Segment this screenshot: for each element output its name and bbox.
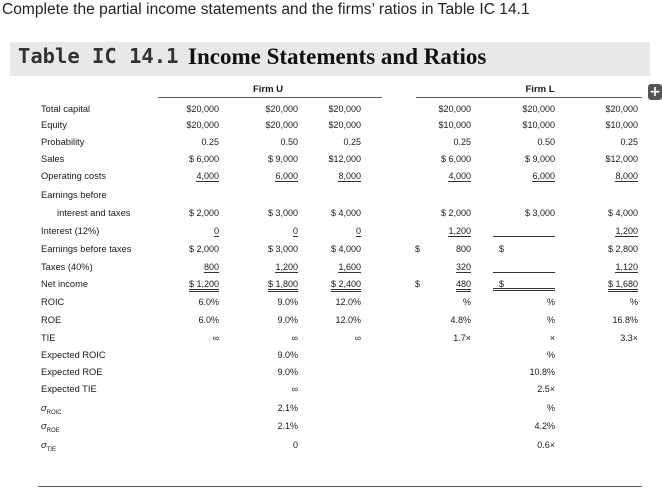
cell-value: 8,000 <box>615 171 638 181</box>
cell-value: $20,000 <box>265 120 298 130</box>
currency-sign: $ <box>415 279 421 289</box>
table-cell <box>485 279 555 293</box>
cell-value: $ 2,000 <box>188 208 219 218</box>
blank-answer-line[interactable] <box>493 272 555 273</box>
cell-value: $ 6,000 <box>440 154 471 164</box>
cell-value: % <box>546 403 555 413</box>
cell-value: 0.25 <box>453 137 471 147</box>
table-cell <box>568 297 638 311</box>
cell-value: % <box>629 297 638 307</box>
cell-value: $10,000 <box>438 120 471 130</box>
row-label: Taxes (40%) <box>41 262 93 272</box>
cell-value: 0 <box>213 226 219 236</box>
table-cell <box>228 384 298 398</box>
blank-answer-line[interactable] <box>493 288 555 291</box>
cell-value: 0.25 <box>201 137 219 147</box>
table-cell <box>485 226 555 240</box>
cell-value: $ 2,400 <box>331 279 361 292</box>
table-cell <box>149 208 219 222</box>
table-cell <box>401 297 471 311</box>
table-cell <box>228 137 298 151</box>
cell-value: 0 <box>292 440 298 450</box>
table-cell <box>228 262 298 276</box>
cell-value: 1.7× <box>453 333 471 343</box>
table-cell <box>291 120 361 134</box>
instruction-text: Complete the partial income statements and the firms’ ratios in Table IC 14.1 <box>2 1 530 18</box>
table-cell <box>401 333 471 347</box>
table-cell <box>228 440 298 454</box>
table-cell <box>401 262 471 276</box>
cell-value: $20,000 <box>265 104 298 114</box>
row-label: Expected TIE <box>41 384 97 394</box>
table-cell <box>228 297 298 311</box>
table-cell <box>568 208 638 222</box>
table-cell <box>485 403 555 417</box>
row-label: interest and taxes <box>57 208 131 218</box>
table-cell <box>401 120 471 134</box>
plus-icon[interactable]: + <box>649 84 661 100</box>
table-cell <box>401 279 471 293</box>
cell-value: $20,000 <box>522 104 555 114</box>
table-cell <box>401 137 471 151</box>
table-cell <box>228 350 298 364</box>
table-cell <box>568 120 638 134</box>
cell-value: % <box>546 297 555 307</box>
table-cell <box>485 297 555 311</box>
table-cell <box>568 279 638 293</box>
cell-value: 1,120 <box>615 262 638 272</box>
cell-value: 10.8% <box>529 367 555 377</box>
row-label: Probability <box>41 137 85 147</box>
cell-value: $10,000 <box>522 120 555 130</box>
table-cell <box>568 244 638 258</box>
row-label: Interest (12%) <box>41 226 100 236</box>
table-cell <box>149 244 219 258</box>
table-cell <box>228 315 298 329</box>
cell-value: $ 3,000 <box>267 208 298 218</box>
cell-value: 480 <box>456 279 471 292</box>
table-cell <box>228 120 298 134</box>
row-label: $\sigma_{ROIC}$ <box>41 403 62 416</box>
table-cell <box>401 208 471 222</box>
row-label: Total capital <box>41 104 91 114</box>
table-cell <box>485 315 555 329</box>
cell-value: × <box>549 333 555 343</box>
table-cell <box>291 262 361 276</box>
cell-value: $ 3,000 <box>267 244 298 254</box>
table-cell <box>485 208 555 222</box>
cell-value: $ 2,800 <box>607 244 638 254</box>
table-cell <box>568 226 638 240</box>
table-cell <box>485 171 555 185</box>
table-cell <box>485 333 555 347</box>
table-cell <box>485 262 555 276</box>
table-cell <box>291 154 361 168</box>
cell-value: 6.0% <box>198 315 219 325</box>
cell-value: $20,000 <box>328 104 361 114</box>
cell-value: 0.25 <box>620 137 638 147</box>
cell-value: 320 <box>455 262 471 272</box>
row-label: $\sigma_{ROE}$ <box>41 421 60 434</box>
cell-value: % <box>462 297 471 307</box>
cell-value: 3.3× <box>620 333 638 343</box>
table-cell <box>568 104 638 118</box>
table-cell <box>485 137 555 151</box>
table-cell <box>485 440 555 454</box>
table-cell <box>485 367 555 381</box>
table-cell <box>228 279 298 293</box>
cell-value: $20,000 <box>328 120 361 130</box>
table-cell <box>149 137 219 151</box>
cell-value: 12.0% <box>335 315 361 325</box>
firm-l-header: Firm L <box>525 84 555 95</box>
cell-value: $ 4,000 <box>330 244 361 254</box>
cell-value: 9.0% <box>277 367 298 377</box>
cell-value: $20,000 <box>438 104 471 114</box>
cell-value: ∞ <box>354 333 361 343</box>
cell-value: $20,000 <box>186 104 219 114</box>
cell-value: $ 6,000 <box>188 154 219 164</box>
cell-value: $ 1,680 <box>608 279 638 292</box>
table-cell <box>485 120 555 134</box>
table-cell <box>149 226 219 240</box>
table-cell <box>228 171 298 185</box>
table-cell <box>401 171 471 185</box>
table-cell <box>485 104 555 118</box>
table-cell <box>228 244 298 258</box>
table-cell <box>568 154 638 168</box>
cell-value: 2.1% <box>277 421 298 431</box>
table-cell <box>149 171 219 185</box>
cell-value: 1,600 <box>338 262 361 272</box>
table-cell <box>291 297 361 311</box>
cell-value: 0 <box>292 226 298 236</box>
table-cell <box>291 208 361 222</box>
table-cell <box>291 279 361 293</box>
cell-value: 9.0% <box>277 350 298 360</box>
table-cell <box>291 333 361 347</box>
cell-value: % <box>546 350 555 360</box>
cell-value: 2.1% <box>277 403 298 413</box>
cell-value: $ 3,000 <box>524 208 555 218</box>
cell-value: 0.50 <box>280 137 298 147</box>
table-cell <box>228 403 298 417</box>
table-cell <box>568 333 638 347</box>
table-cell <box>149 279 219 293</box>
cell-value: 1,200 <box>615 226 638 236</box>
cell-value: $20,000 <box>186 120 219 130</box>
table-cell <box>228 208 298 222</box>
cell-value: $20,000 <box>605 104 638 114</box>
table-cell <box>568 171 638 185</box>
table-cell <box>485 154 555 168</box>
cell-value: 4.8% <box>450 315 471 325</box>
table-label: Table IC 14.1 <box>18 44 179 68</box>
row-label: $\sigma_{TIE}$ <box>41 440 56 453</box>
table-cell <box>149 120 219 134</box>
row-label: Sales <box>41 154 65 164</box>
table-cell <box>149 104 219 118</box>
currency-sign: $ <box>499 244 505 254</box>
cell-value: 6,000 <box>275 171 298 181</box>
table-cell <box>485 350 555 364</box>
table-cell <box>149 154 219 168</box>
cell-value: $ 2,000 <box>440 208 471 218</box>
row-label: Equity <box>41 120 67 130</box>
cell-value: 9.0% <box>277 297 298 307</box>
row-label: Operating costs <box>41 171 107 181</box>
cell-value: 800 <box>455 244 471 254</box>
cell-value: 4,000 <box>196 171 219 181</box>
table-cell <box>291 137 361 151</box>
cell-value: $ 1,800 <box>268 279 298 292</box>
table-cell <box>149 262 219 276</box>
firm-u-rule <box>158 97 382 98</box>
cell-value: $12,000 <box>328 154 361 164</box>
cell-value: $ 9,000 <box>524 154 555 164</box>
cell-value: 6.0% <box>198 297 219 307</box>
cell-value: 4.2% <box>534 421 555 431</box>
cell-value: ∞ <box>212 333 219 343</box>
table-cell <box>228 421 298 435</box>
table-cell <box>568 137 638 151</box>
cell-value: 1,200 <box>448 226 471 236</box>
cell-value: ∞ <box>291 333 298 343</box>
cell-value: 16.8% <box>612 315 638 325</box>
cell-value: $ 9,000 <box>267 154 298 164</box>
row-label: Expected ROE <box>41 367 103 377</box>
cell-value: $ 4,000 <box>330 208 361 218</box>
table-title: Income Statements and Ratios <box>188 44 487 69</box>
table-cell <box>228 104 298 118</box>
table-cell <box>401 315 471 329</box>
row-label: Net income <box>41 279 89 289</box>
cell-value: $ 4,000 <box>607 208 638 218</box>
table-cell <box>291 315 361 329</box>
table-cell <box>401 104 471 118</box>
table-cell <box>291 244 361 258</box>
firm-l-rule <box>416 97 642 98</box>
cell-value: 9.0% <box>277 315 298 325</box>
cell-value: 800 <box>203 262 219 272</box>
row-label: ROE <box>41 315 62 325</box>
table-cell <box>228 333 298 347</box>
table-cell <box>291 171 361 185</box>
table-cell <box>485 384 555 398</box>
firm-u-header: Firm U <box>252 84 284 95</box>
cell-value: 6,000 <box>532 171 555 181</box>
cell-value: 12.0% <box>335 297 361 307</box>
row-label: Earnings before <box>41 190 107 200</box>
table-cell <box>485 421 555 435</box>
table-cell <box>228 226 298 240</box>
table-cell <box>291 104 361 118</box>
table-cell <box>149 333 219 347</box>
table-cell <box>291 226 361 240</box>
cell-value: ∞ <box>291 384 298 394</box>
table-cell <box>401 154 471 168</box>
cell-value: 4,000 <box>448 171 471 181</box>
table-cell <box>568 262 638 276</box>
table-cell <box>401 226 471 240</box>
cell-value: 8,000 <box>338 171 361 181</box>
table-cell <box>401 244 471 258</box>
currency-sign: $ <box>415 244 421 254</box>
cell-value: $ 1,200 <box>189 279 219 292</box>
table-cell <box>568 315 638 329</box>
table-bottom-rule <box>38 486 642 487</box>
row-label: ROIC <box>41 297 65 307</box>
cell-value: $ 2,000 <box>188 244 219 254</box>
cell-value: $12,000 <box>605 154 638 164</box>
row-label: Earnings before taxes <box>41 244 132 254</box>
table-cell <box>485 244 555 258</box>
blank-answer-line[interactable] <box>493 236 555 237</box>
cell-value: % <box>546 315 555 325</box>
cell-value: 1,200 <box>275 262 298 272</box>
table-cell <box>228 367 298 381</box>
cell-value: 0.50 <box>537 137 555 147</box>
cell-value: 2.5× <box>537 384 555 394</box>
cell-value: 0.6× <box>537 440 555 450</box>
table-cell <box>149 297 219 311</box>
cell-value: 0.25 <box>343 137 361 147</box>
cell-value: 0 <box>355 226 361 236</box>
currency-sign: $ <box>499 279 505 289</box>
row-label: Expected ROIC <box>41 350 106 360</box>
row-label: TIE <box>41 333 56 343</box>
table-cell <box>228 154 298 168</box>
cell-value: $10,000 <box>605 120 638 130</box>
table-cell <box>149 315 219 329</box>
